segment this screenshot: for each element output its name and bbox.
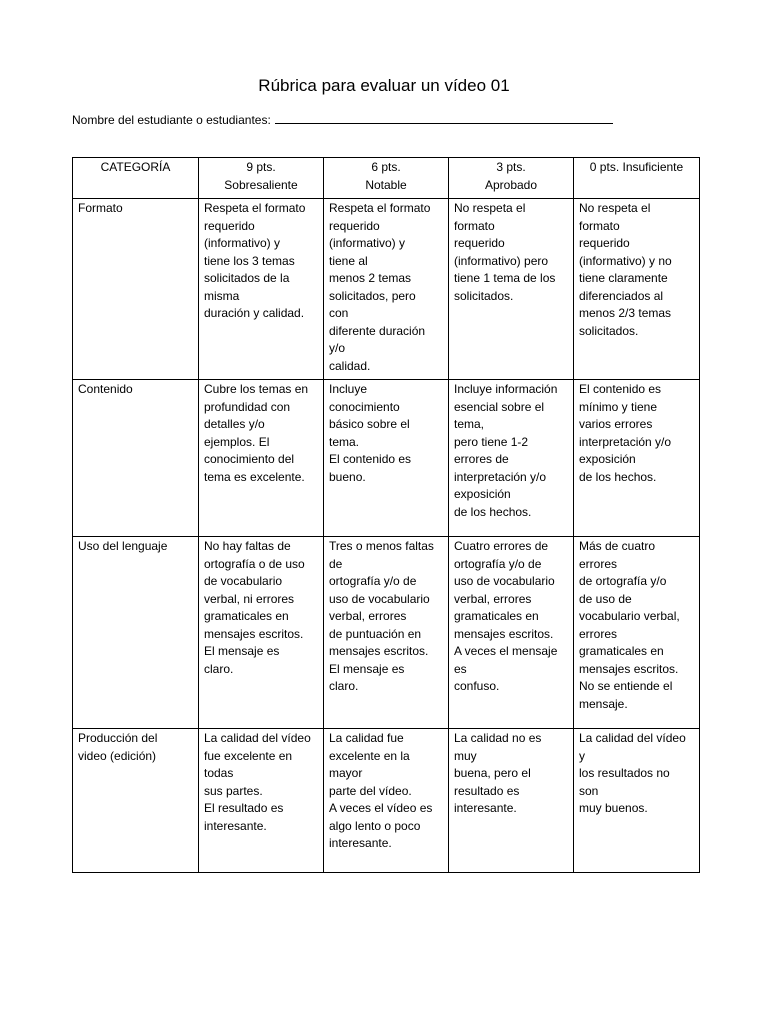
header-sobresaliente bbox=[199, 158, 324, 199]
header-aprobado-points: 3 pts. bbox=[496, 160, 526, 174]
student-name-label: Nombre del estudiante o estudiantes: bbox=[72, 113, 271, 127]
criteria-cell-insuficiente: El contenido es mínimo y tiene varios errores interpretación y/o exposición de los hechos. bbox=[574, 380, 700, 537]
criteria-cell-sobresaliente: Cubre los temas en profundidad con detalles y/o ejemplos. El conocimiento del tema es excelente. bbox=[199, 380, 324, 537]
table-row-contenido bbox=[73, 380, 700, 537]
criteria-cell-notable: Incluye conocimiento básico sobre el tema. El contenido es bueno. bbox=[324, 380, 449, 537]
student-name-blank bbox=[275, 112, 613, 124]
criteria-cell-sobresaliente: No hay faltas de ortografía o de uso de vocabulario verbal, ni errores gramaticales en mensajes escritos. El mensaje es claro. bbox=[199, 537, 324, 729]
rubric-header-row bbox=[73, 158, 700, 199]
criteria-cell-insuficiente: No respeta el formato requerido (informativo) y no tiene claramente diferenciados al menos 2/3 temas solicitados. bbox=[574, 199, 700, 380]
header-notable-points: 6 pts. bbox=[371, 160, 401, 174]
criteria-cell-insuficiente: La calidad del vídeo y los resultados no son muy buenos. bbox=[574, 729, 700, 873]
category-cell: Uso del lenguaje bbox=[73, 537, 199, 729]
header-notable bbox=[324, 158, 449, 199]
header-categoria-label: CATEGORÍA bbox=[100, 160, 171, 174]
category-cell: Producción del video (edición) bbox=[73, 729, 199, 873]
criteria-cell-aprobado: Incluye información esencial sobre el tema, pero tiene 1-2 errores de interpretación y/o exposición de los hechos. bbox=[449, 380, 574, 537]
rubric-table bbox=[72, 157, 700, 873]
criteria-cell-aprobado: La calidad no es muy buena, pero el resultado es interesante. bbox=[449, 729, 574, 873]
category-cell: Formato bbox=[73, 199, 199, 380]
table-row-produccion bbox=[73, 729, 700, 873]
criteria-cell-notable: Tres o menos faltas de ortografía y/o de uso de vocabulario verbal, errores de puntuación en mensajes escritos. El mensaje es claro. bbox=[324, 537, 449, 729]
header-sobresaliente-points: 9 pts. bbox=[246, 160, 276, 174]
header-sobresaliente-label: Sobresaliente bbox=[224, 177, 298, 192]
header-aprobado bbox=[449, 158, 574, 199]
criteria-cell-sobresaliente: Respeta el formato requerido (informativo) y tiene los 3 temas solicitados de la misma duración y calidad. bbox=[199, 199, 324, 380]
student-name-line bbox=[72, 112, 613, 127]
table-row-formato bbox=[73, 199, 700, 380]
header-insuficiente-label: 0 pts. Insuficiente bbox=[589, 160, 684, 174]
criteria-cell-aprobado: Cuatro errores de ortografía y/o de uso de vocabulario verbal, errores gramaticales en mensajes escritos. A veces el mensaje es confuso. bbox=[449, 537, 574, 729]
header-aprobado-label: Aprobado bbox=[484, 177, 538, 192]
criteria-cell-insuficiente: Más de cuatro errores de ortografía y/o de uso de vocabulario verbal, errores gramaticales en mensajes escritos. No se entiende el mensaje. bbox=[574, 537, 700, 729]
criteria-cell-notable: Respeta el formato requerido (informativo) y tiene al menos 2 temas solicitados, pero con diferente duración y/o calidad. bbox=[324, 199, 449, 380]
criteria-cell-aprobado: No respeta el formato requerido (informativo) pero tiene 1 tema de los solicitados. bbox=[449, 199, 574, 380]
page-title: Rúbrica para evaluar un vídeo 01 bbox=[258, 76, 510, 95]
header-notable-label: Notable bbox=[365, 177, 407, 192]
header-insuficiente bbox=[574, 158, 700, 199]
header-categoria bbox=[73, 158, 199, 199]
criteria-cell-notable: La calidad fue excelente en la mayor parte del vídeo. A veces el vídeo es algo lento o poco interesante. bbox=[324, 729, 449, 873]
table-row-uso-del-lenguaje bbox=[73, 537, 700, 729]
criteria-cell-sobresaliente: La calidad del vídeo fue excelente en todas sus partes. El resultado es interesante. bbox=[199, 729, 324, 873]
category-cell: Contenido bbox=[73, 380, 199, 537]
